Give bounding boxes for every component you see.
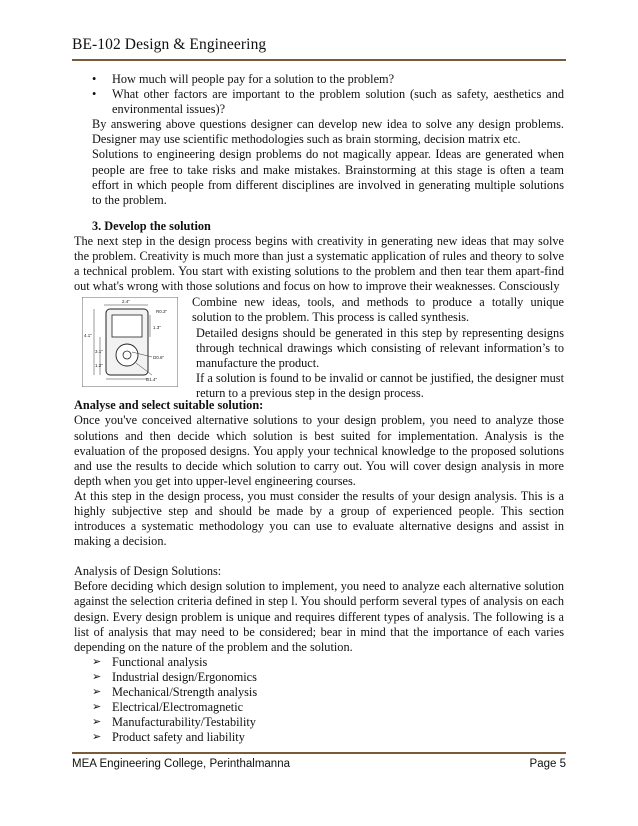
list-item: ➢ Manufacturability/Testability	[92, 715, 256, 730]
dimension-label: 1.2"	[95, 363, 103, 369]
page-content	[74, 70, 564, 745]
page-header-title: BE-102 Design & Engineering	[72, 36, 267, 53]
intro-paragraph: Solutions to engineering design problems do not magically appear. Ideas are generated when people are free to take risks and make mistakes. Brainstorming at this stage is often a team effort in which people from different disciplines are involved in generating multiple solutions to the problem.	[92, 147, 564, 207]
dimension-label: R0.3"	[156, 309, 168, 315]
device-technical-drawing	[82, 297, 178, 387]
arrow-bullet-icon: ➢	[92, 731, 102, 744]
footer-rule	[72, 752, 566, 754]
top-bullet-list	[74, 72, 564, 117]
list-item: ➢ Functional analysis	[92, 654, 208, 669]
dimension-label: 4.1"	[84, 333, 92, 339]
bullet-item: • How much will people pay for a solution to the problem?	[92, 72, 395, 86]
figure-block	[74, 295, 564, 400]
analysis-title: Analysis of Design Solutions:	[74, 564, 222, 579]
footer-college-name: MEA Engineering College, Perinthalmanna	[72, 758, 290, 770]
invalid-solution-paragraph: If a solution is found to be invalid or cannot be justified, the designer must return to a previous step in the design process.	[196, 370, 564, 400]
dimension-label: D1.4"	[146, 377, 158, 383]
intro-paragraph: By answering above questions designer can develop new idea to solve any design problems. Designer may use scientific methodologies such as brain storming, decision matrix etc.	[92, 117, 564, 147]
arrow-bullet-icon: ➢	[92, 655, 102, 668]
analyse-paragraph: At this step in the design process, you must consider the results of your design analysis. This is a highly subjective step and should be made by a group of experienced people. This section introduces a systematic methodology you can use to evaluate alternative designs and assist in making a decision.	[74, 488, 564, 549]
footer-page-number: Page 5	[529, 758, 566, 770]
arrow-bullet-icon: ➢	[92, 670, 102, 683]
list-item: ➢ Electrical/Electromagnetic	[92, 700, 244, 715]
analyse-paragraph: Once you've conceived alternative solutions to your design problem, you need to analyze those solutions and then decide which solution is best suited for implementation. Analysis is the evaluation of the proposed designs. You apply your technical knowledge to the proposed solutions and use the results to decide which solution to carry out. You will cover design analysis in more depth when you get into upper-level engineering courses.	[74, 413, 564, 488]
analysis-type-list	[74, 655, 564, 746]
synthesis-paragraph: Combine new ideas, tools, and methods to produce a totally unique solution to the problem. This process is called synthesis.	[192, 295, 564, 325]
dimension-label: 2.4"	[122, 299, 130, 305]
dimension-label: D0.6"	[153, 355, 165, 361]
list-item: ➢ Mechanical/Strength analysis	[92, 685, 258, 699]
step-heading: 3. Develop the solution	[92, 218, 211, 233]
list-item: ➢ Industrial design/Ergonomics	[92, 669, 257, 684]
bullet-item: • What other factors are important to the problem solution (such as safety, aesthetics and environmental issues)?	[92, 87, 564, 117]
list-item: ➢ Product safety and liability	[92, 730, 245, 745]
dimension-label: 1.3"	[153, 325, 161, 331]
analysis-paragraph: Before deciding which design solution to implement, you need to analyze each alternative solution against the selection criteria defined in step l. You should perform several types of analysis on each design. Every design problem is unique and requires different types of analysis. The following is a list of analysis that may need to be considered; bear in mind that the importance of each varies depending on the nature of the problem and the solution.	[74, 579, 564, 654]
arrow-bullet-icon: ➢	[92, 716, 102, 729]
bullet-icon: •	[92, 72, 97, 86]
header-rule	[72, 59, 566, 61]
dimension-label: 3.1"	[95, 349, 103, 355]
bullet-icon: •	[92, 87, 97, 102]
develop-paragraph: The next step in the design process begins with creativity in generating new ideas that may solve the problem. Creativity is much more than just a systematic application of rules and theory to solve a technical problem. You start with existing solutions to the problem and then tear them apart-find out what's wrong with those solutions and focus on how to improve their weaknesses. Consciously	[74, 233, 564, 294]
analyse-heading: Analyse and select suitable solution:	[74, 398, 264, 413]
arrow-bullet-icon: ➢	[92, 701, 102, 714]
figure-side-text	[192, 295, 564, 401]
detailed-design-paragraph: Detailed designs should be generated in this step by representing designs through technical drawings which consisting of relevant information’s to manufacture the product.	[196, 325, 564, 370]
arrow-bullet-icon: ➢	[92, 686, 102, 698]
